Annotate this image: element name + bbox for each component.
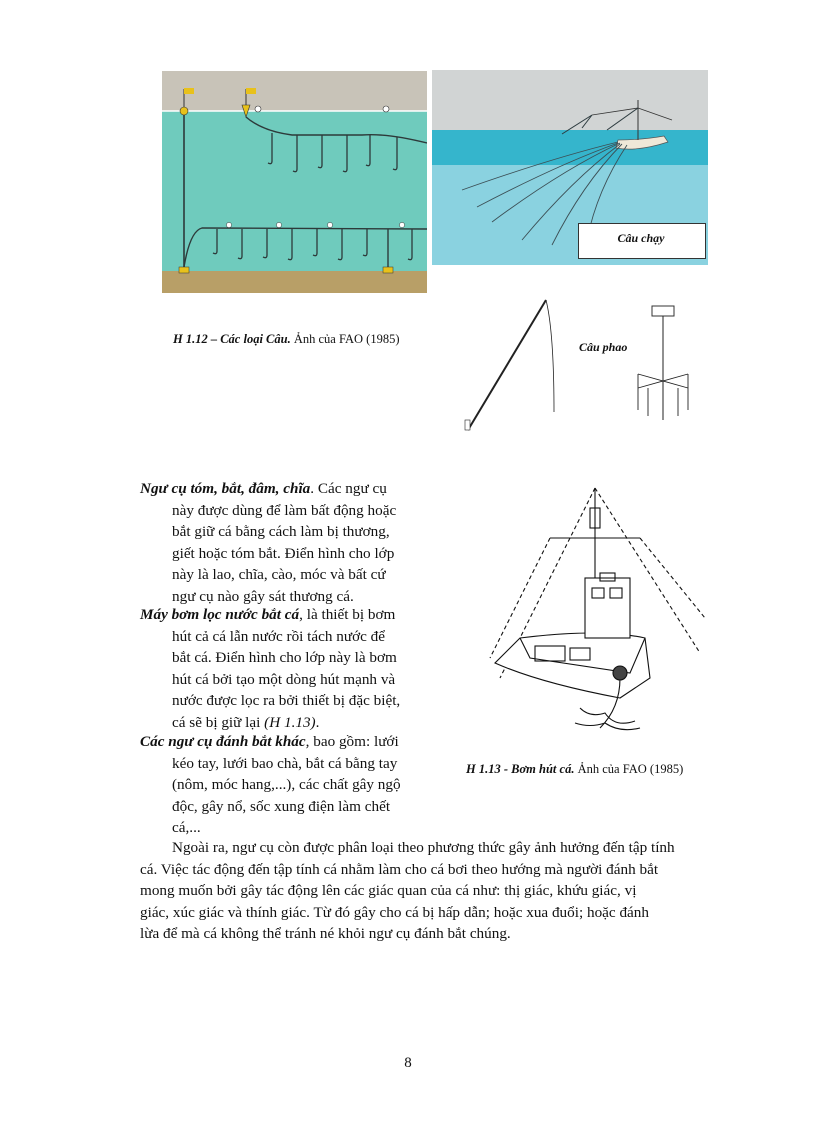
paragraph-line: cá. Việc tác động đến tập tính cá nhằm làm cho cá bơi theo hướng mà người đánh bắt [140,860,659,878]
bullet-capture-gear [140,478,430,608]
longline-illustration [162,71,427,293]
bullet-other-gear [140,731,430,839]
longline-diagram-svg [162,71,427,293]
figure-1-12-caption [173,332,400,347]
bullet-text-line: hút cả cá lẫn nước rồi tách nước để [172,627,385,645]
bullet-text-line: , bao gồm: lưới [305,733,399,750]
bullet-text-line: này là lao, chĩa, cào, móc và bất cứ [172,566,386,584]
paragraph-line: mong muốn bởi gây tác động lên các giác quan của cá như: thị giác, khứu giác, vị [140,882,637,900]
bullet-fish-pump [140,604,430,734]
paragraph-line: giác, xúc giác và thính giác. Từ đó gây cho cá bị hấp dẫn; hoặc xua đuổi; hoặc đánh [140,903,649,921]
figure-reference: (H 1.13) [264,713,316,731]
bullet-text-line: hút cá bởi tạo một dòng hút mạnh và [172,670,396,688]
figure-1-13-caption-title: H 1.13 - Bơm hút cá. [466,762,575,776]
bullet-fish-pump-title: Máy bơm lọc nước bắt cá [140,606,300,623]
bullet-text-line: này được dùng để làm bất động hoặc [172,501,397,519]
cau-phao-label: Câu phao [579,340,628,354]
fish-pump-svg [480,478,710,746]
pole-line-svg [458,292,708,438]
body-paragraph [140,837,706,945]
bullet-text-line: . Các ngư cụ [310,480,387,497]
figure-1-13-caption [466,762,683,777]
bullet-text-line: bắt cá. Điển hình cho lớp này là bơm [172,649,397,667]
page-number: 8 [404,1055,412,1071]
figure-1-13-caption-source: Ảnh của FAO (1985) [574,762,684,776]
figure-1-12-caption-title: H 1.12 – Các loại Câu. [173,332,291,346]
pole-line-illustration [458,292,708,438]
bullet-capture-gear-title: Ngư cụ tóm, bắt, đâm, chĩa [140,480,311,497]
bullet-text-line: bắt giữ cá bằng cách làm bị thương, [172,523,390,541]
bullet-text-line: (nôm, móc hang,...), các chất gây ngộ [172,776,401,794]
bullet-text-line: cá,... [172,819,201,837]
fish-pump-illustration [480,478,710,746]
bullet-text-line: , là thiết bị bơm [299,606,396,623]
bullet-text-line: giết hoặc tóm bắt. Điển hình cho lớp [172,544,395,562]
bullet-text-line: độc, gây nổ, sốc xung điện làm chết [172,797,391,815]
bullet-text-line: nước được lọc ra bởi thiết bị đặc biệt, [172,692,401,710]
bullet-text-line: ngư cụ nào gây sát thương cá. [172,587,354,605]
cau-chay-label: Câu chạy [617,231,665,245]
figure-1-12-caption-source: Ảnh của FAO (1985) [290,332,400,346]
trolling-illustration [432,70,708,265]
paragraph-line: Ngoài ra, ngư cụ còn được phân loại theo phương thức gây ảnh hưởng đến tập tính [172,839,675,856]
bullet-text-line: cá sẽ bị giữ lại [172,713,265,731]
bullet-other-gear-title: Các ngư cụ đánh bắt khác [140,733,306,750]
paragraph-line: lừa để mà cá không thể tránh né khỏi ngư cụ đánh bắt chúng. [140,925,511,943]
bullet-text-line: kéo tay, lưới bao chà, bắt cá bằng tay [172,754,398,772]
bullet-text-tail: . [315,713,320,731]
